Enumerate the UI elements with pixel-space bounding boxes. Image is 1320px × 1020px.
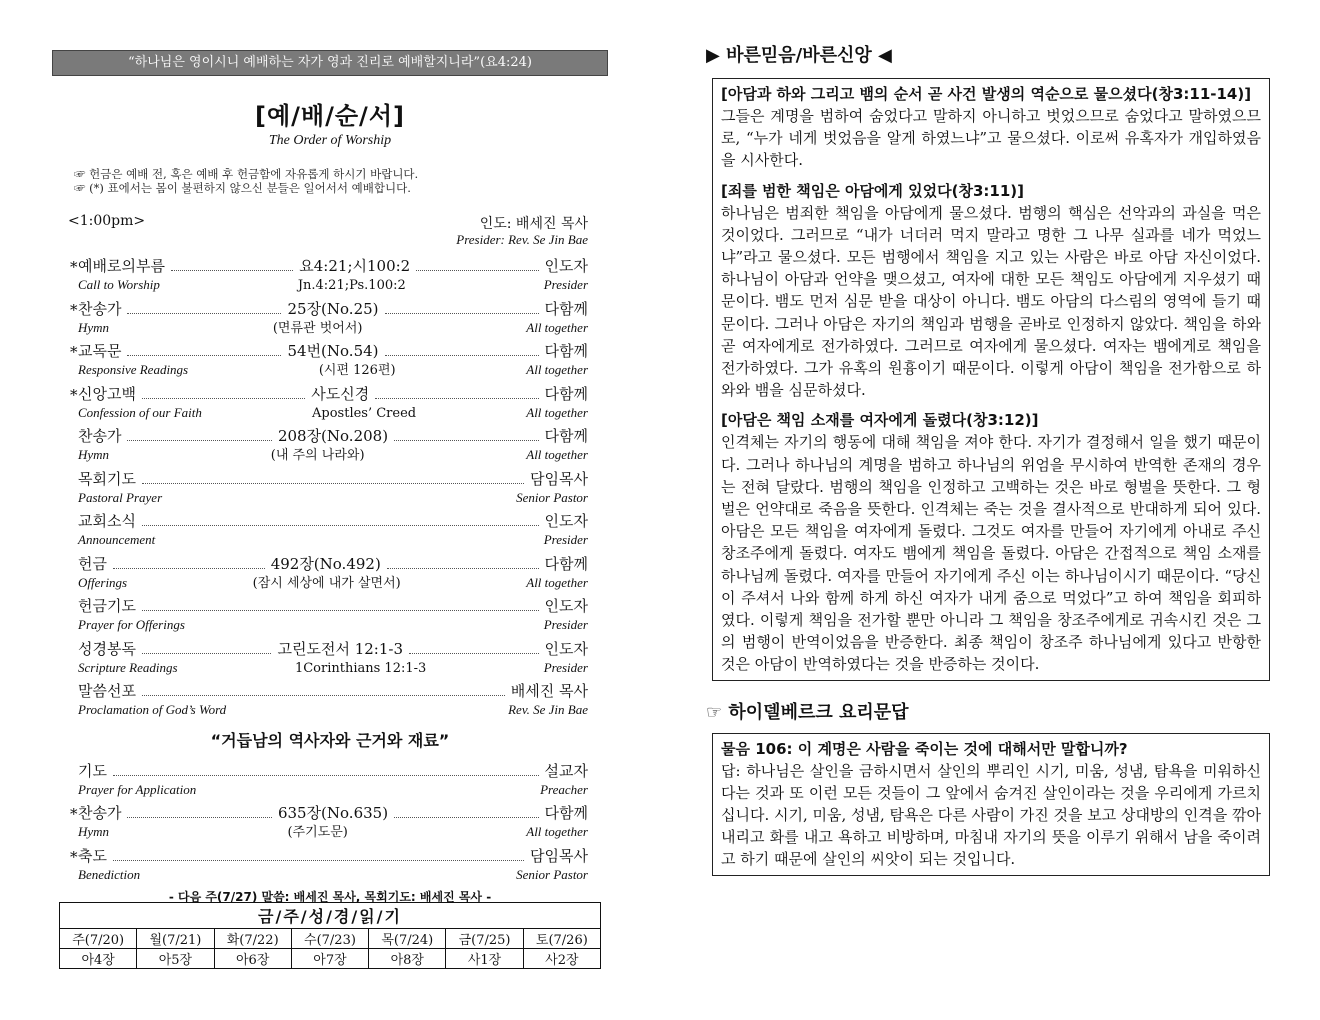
item-leader-ko: 담임목사 [530,469,588,488]
article-heading: [아담과 하와 그리고 뱀의 순서 곧 사건 발생의 역순으로 물으셨다(창3:11-14)] [721,85,1252,103]
item-leader-ko: 설교자 [544,761,588,780]
right-faith-box [712,78,1270,681]
order-item [52,679,608,722]
order-item [52,759,608,802]
item-leader-ko: 다함께 [544,384,589,403]
item-detail-1: 고린도전서 12:1-3 [277,639,403,658]
leader-dots [113,568,265,569]
standing-marker: * [70,258,78,276]
item-title-ko: 교회소식 [78,512,136,530]
item-leader-en: All together [526,319,589,335]
leader-dots [113,775,539,776]
item-title-en: Benediction [78,866,141,882]
item-title-en: Scripture Readings [78,659,178,675]
standing-marker: * [70,343,78,361]
item-detail-2: (잠시 세상에 내가 살면서) [252,575,401,591]
reading-chapter: 아6장 [214,949,291,969]
leader-dots [142,398,305,399]
item-detail-2: 1Corinthians 12:1-3 [294,660,427,676]
item-detail-1: 54번(No.54) [287,342,379,360]
standing-marker: * [70,300,78,319]
item-detail-1: 사도신경 [311,384,370,403]
page-title: [예/배/순/서] [255,102,405,130]
item-title-ko: 말씀선포 [78,682,136,700]
leader-dots [387,568,539,569]
item-leader-en: Presider [543,532,588,547]
reading-day: 금(7/25) [446,929,523,949]
item-leader-ko: 인도자 [544,597,588,615]
item-title-ko: 예배로의부름 [78,257,165,275]
item-detail-1: 492장(No.492) [270,554,381,573]
note-offering: ☞ 헌금은 예배 전, 혹은 예배 후 헌금함에 자유롭게 하시기 바랍니다. [74,167,419,181]
item-leader-ko: 인도자 [544,639,588,658]
reading-chapter: 아4장 [60,949,137,969]
reading-day: 화(7/22) [214,929,291,949]
leader-dots [113,860,524,861]
article-heading: [아담은 책임 소재를 여자에게 돌렸다(창3:12)] [721,411,1039,430]
item-leader-ko: 배세진 목사 [510,682,588,700]
item-leader-en: Senior Pastor [516,866,588,882]
reading-chapter: 아8장 [369,949,446,969]
leader-dots [171,270,293,271]
item-leader-ko: 담임목사 [530,846,588,865]
reading-day: 목(7/24) [369,929,446,949]
standing-marker: * [70,847,78,866]
order-item [52,297,608,340]
standing-marker: * [70,385,78,404]
order-item [52,552,608,595]
item-title-ko: 헌금기도 [78,597,136,615]
order-item [52,254,608,297]
order-item [52,382,608,425]
order-item [52,467,608,510]
item-leader-en: All together [526,574,588,590]
item-title-en: Hymn [78,824,110,839]
item-leader-en: All together [526,362,589,377]
item-leader-en: Rev. Se Jin Bae [508,702,588,717]
item-leader-ko: 다함께 [544,427,588,445]
article-heading: [죄를 범한 책임은 아담에게 있었다(창3:11)] [721,181,1024,200]
right-page [706,42,1270,876]
reading-chapter: 사1장 [446,949,523,969]
leader-dots [142,653,272,654]
item-title-ko: 교독문 [78,342,122,360]
weekly-bible-reading-table [59,902,601,969]
leader-dots [127,817,271,818]
item-detail-2: (면류관 벗어서) [272,320,363,336]
item-leader-en: Presider [543,659,588,675]
item-detail-2: (시편 126편) [318,363,396,378]
leader-dots [142,525,539,526]
order-of-worship-list [52,254,608,722]
item-title-en: Prayer for Application [78,781,197,797]
notes [52,167,608,195]
leader-dots [142,695,505,696]
leader-dots [127,440,271,441]
item-title-en: Hymn [78,319,110,335]
order-item [52,339,608,382]
item-detail-1: 25장(No.25) [287,299,379,318]
catechism-question: 물음 106: 이 계명은 사람을 죽이는 것에 대해서만 말합니까? [721,739,1128,758]
leader-dots [394,440,538,441]
item-detail-2: Apostles’ Creed [312,405,417,421]
catechism-answer: 답: 하나님은 살인을 금하시면서 살인의 뿌리인 시기, 미움, 성냄, 탐욕을 미워하신다는 것과 또 이런 모든 것들이 그 앞에서 숨겨진 살인이라는 것을 우리에게 가르치십니다. 시기, 미움, 성냄, 탐욕은 다른 사람이 가진 것을 보고 상대방의 인격을 깎아내리고 화를 내고 욕하고 비방하며, 마침내 자기의 뜻을 이루기 위해서 남을 죽이려고 하기 때문에 살인의 씨앗이 되는 것입니다. [721,761,1261,869]
item-title-ko: 축도 [78,846,107,865]
section-title-heidelberg: ☞ 하이델베르크 요리문답 [706,701,909,723]
item-leader-ko: 인도자 [544,257,589,275]
item-title-en: Hymn [78,447,110,462]
next-week-notice: - 다음 주(7/27) 말씀: 배세진 목사, 목회기도: 배세진 목사 - [168,890,492,904]
order-item [52,594,608,637]
leader-dots [394,817,538,818]
item-title-ko: 헌금 [78,554,107,573]
leader-dots [127,355,281,356]
item-leader-ko: 다함께 [544,554,588,573]
article-paragraph: 그들은 계명을 범하여 숨었다고 말하지 아니하고 벗었으므로 숨었다고 말하였으므로, “누가 네게 벗었음을 알게 하였느냐”고 물으셨다. 이로써 유혹자가 개입하였음을 시사한다. [721,107,1261,170]
article-paragraph: 하나님은 범죄한 책임을 아담에게 물으셨다. 범행의 핵심은 선악과의 과실을 먹은 것이었다. 그러므로 “내가 너더러 먹지 말라고 명한 그 나무 실과를 네가 먹었느냐”라고 물으셨다. 모든 범행에서 책임을 지고 있는 사람은 바로 아담 자신이었다. 하나님이 아담과 언약을 맺으셨고, 여자에 대한 모든 책임도 아담에게 지우셨기 때문이다. 뱀도 먼저 심문 받을 대상이 아니다. 뱀도 아담의 다스림의 영역에 들기 때문이다. 그러나 아담은 자기의 책임과 범행을 곧바로 인정하지 않았다. 책임을 하와 곧 여자에게로 전가하였다. 그러므로 여자에게 물으셨다. 여자는 뱀에게로 책임을 전가하였다. 그가 유혹의 원흉이기 때문이다. 이렇게 아담이 책임을 전가함으로 하와와 뱀을 심문하셨다. [721,203,1261,400]
item-detail-1: 요4:21;시100:2 [299,257,411,275]
note-standing: ☞ (*) 표에서는 몸이 불편하지 않으신 분들은 일어서서 예배합니다. [74,181,411,195]
article-paragraph: 인격체는 자기의 행동에 대해 책임을 져야 한다. 자기가 결정해서 일을 했기 때문이다. 그러나 하나님의 계명을 범하고 하나님의 위엄을 무시하여 반역한 존재의 경우는 전혀 달랐다. 범행의 책임을 인정하고 고백하는 것은 바로 형벌을 뜻한다. 그 형벌은 언약대로 죽음을 뜻한다. 인격체는 죽는 것을 결사적으로 반대하게 되어 있다. 아담은 모든 책임을 여자에게 돌렸다. 그것도 여자를 만들어 자기에게 아내로 주신 창조주에게 돌렸다. 여자도 뱀에게 책임을 돌렸다. 아담은 간접적으로 책임 소재를 하나님께 돌렸다. 여자를 만들어 자기에게 주신 이는 하나님이시기 때문이다. “당신이 주셔서 나와 함께 하게 하신 여자가 내게 줌으로 먹었다”고 하여 책임을 회피하였다. 이렇게 책임을 전가할 뿐만 아니라 그 책임을 창조주에게로 귀속시킨 것은 그의 범행이 반역이었음을 반증한다. 최종 책임이 창조주 하나님에게 있다고 반항한 것은 아담이 반역하였다는 것을 반증하는 것이다. [721,433,1261,674]
leader-dots [127,313,281,314]
item-title-ko: 목회기도 [78,469,136,488]
leader-dots [142,483,524,484]
reading-chapter: 아7장 [291,949,368,969]
leader-dots [385,355,539,356]
item-title-ko: 성경봉독 [78,639,136,658]
item-title-ko: 찬송가 [78,427,122,445]
leader-dots [409,653,539,654]
item-title-en: Confession of our Faith [78,404,202,420]
item-leader-en: Preacher [540,781,588,797]
item-title-ko: 기도 [78,761,107,780]
section-title-right-faith: ▶ 바른믿음/바른신앙 ◀ [706,45,892,66]
order-item [52,509,608,552]
order-item [52,637,608,680]
presider-en: Presider: Rev. Se Jin Bae [456,232,588,247]
heidelberg-box [712,733,1270,876]
presider-ko: 인도: 배세진 목사 [479,216,588,232]
leader-dots [385,313,539,314]
item-title-en: Announcement [78,532,156,547]
item-leader-ko: 다함께 [544,299,588,318]
reading-chapter: 사2장 [523,949,600,969]
item-detail-2: Jn.4:21;Ps.100:2 [297,278,406,293]
item-leader-ko: 인도자 [544,512,588,530]
item-detail-1: 635장(No.635) [277,804,389,822]
reading-day: 수(7/23) [291,929,368,949]
order-item [52,844,608,887]
reading-days-row [60,929,601,949]
left-page [52,50,608,905]
item-leader-en: Senior Pastor [516,489,588,505]
scripture-banner: “하나님은 영이시니 예배하는 자가 영과 진리로 예배할지니라”(요4:24) [52,50,608,76]
reading-table-title: 금/주/성/경/읽/기 [60,903,601,929]
reading-chapter: 아5장 [137,949,214,969]
item-title-en: Offerings [78,574,128,590]
sermon-title: “거듭남의 역사자와 근거와 재료” [210,730,450,750]
item-title-ko: 찬송가 [78,299,122,318]
item-leader-en: All together [526,447,588,462]
order-of-worship-list-2 [52,759,608,887]
item-title-en: Responsive Readings [78,362,189,377]
page-subtitle: The Order of Worship [268,133,392,148]
reading-chapters-row [60,949,601,969]
item-detail-1: 208장(No.208) [277,427,389,445]
leader-dots [142,610,539,611]
service-time: <1:00pm> [68,213,146,229]
item-leader-en: Presider [543,277,589,292]
item-leader-en: All together [526,824,588,839]
reading-day: 주(7/20) [60,929,137,949]
item-leader-en: Presider [543,617,588,632]
service-time-row [52,213,608,233]
item-title-en: Pastoral Prayer [78,489,163,505]
reading-day: 토(7/26) [523,929,600,949]
standing-marker: * [70,805,78,823]
item-detail-2: (내 주의 나라와) [270,448,365,463]
item-leader-ko: 다함께 [544,342,588,360]
leader-dots [416,270,538,271]
item-leader-en: All together [526,404,588,420]
leader-dots [375,398,538,399]
item-detail-2: (주기도문) [287,825,348,840]
reading-day: 월(7/21) [137,929,214,949]
item-title-en: Proclamation of God’s Word [78,702,227,717]
item-title-ko: 찬송가 [78,804,122,822]
item-title-en: Call to Worship [78,277,160,292]
order-item [52,801,608,844]
item-title-ko: 신앙고백 [78,384,136,403]
item-title-en: Prayer for Offerings [78,617,185,632]
order-item [52,424,608,467]
item-leader-ko: 다함께 [544,804,588,822]
